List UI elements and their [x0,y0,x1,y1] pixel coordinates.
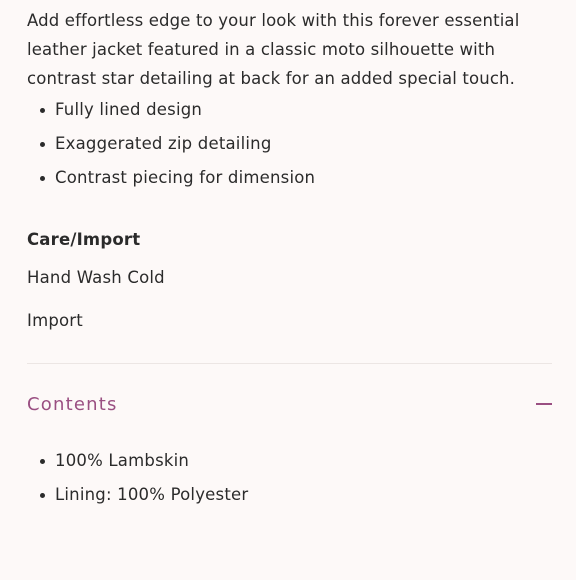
product-description: Add effortless edge to your look with this forever essential leather jacket featured in a classic moto silhouette with contrast star detailing at back for an added special touch. [27,11,520,88]
list-item: Contrast piecing for dimension [27,161,552,195]
list-item: Exaggerated zip detailing [27,127,552,161]
contents-list [27,444,552,512]
list-item: 100% Lambskin [27,444,552,478]
care-heading: Care/Import [27,230,141,249]
product-details [27,6,552,512]
list-item: Lining: 100% Polyester [27,478,552,512]
contents-accordion-toggle[interactable] [27,364,552,444]
feature-list [27,93,552,195]
care-instruction: Hand Wash Cold [27,268,165,287]
list-item: Fully lined design [27,93,552,127]
minus-icon[interactable] [536,403,552,405]
contents-title: Contents [27,393,118,415]
import-note: Import [27,311,83,330]
